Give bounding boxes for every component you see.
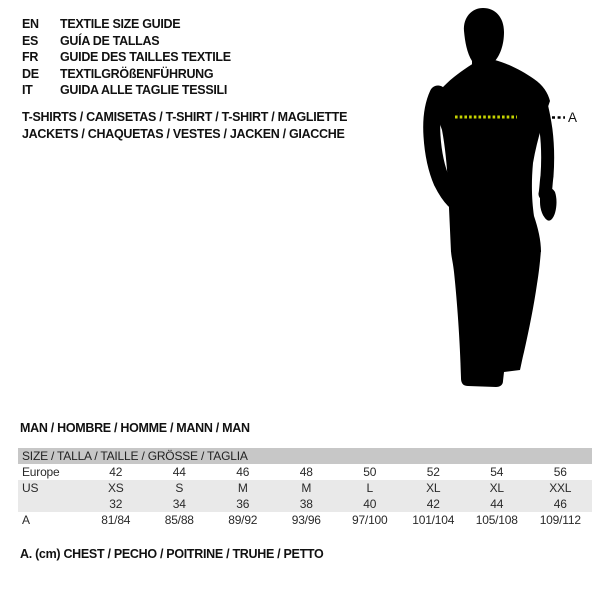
size-cell: 42 — [109, 465, 123, 479]
measurement-a-label: A — [568, 110, 578, 125]
size-cell: 89/92 — [228, 513, 258, 527]
row-label: A — [22, 513, 30, 527]
size-cell: 34 — [172, 497, 186, 511]
table-row — [18, 464, 592, 480]
row-label: Europe — [22, 465, 60, 479]
size-cell: XL — [426, 481, 441, 495]
size-cell: M — [301, 481, 312, 495]
size-cell: 48 — [299, 465, 313, 479]
size-cell: M — [237, 481, 248, 495]
size-cell: 54 — [490, 465, 504, 479]
size-cell: 44 — [490, 497, 504, 511]
size-cell: 56 — [553, 465, 567, 479]
size-cell: 44 — [172, 465, 186, 479]
list-item — [22, 66, 231, 83]
silhouette-right-arm — [538, 95, 548, 194]
language-title: TEXTILE SIZE GUIDE — [60, 17, 181, 31]
size-cell: 32 — [109, 497, 123, 511]
table-row — [18, 496, 592, 512]
size-cell: XS — [107, 481, 124, 495]
row-label — [18, 496, 84, 512]
size-cell: 42 — [426, 497, 440, 511]
language-title: GUÍA DE TALLAS — [60, 33, 160, 48]
language-title: TEXTILGRÖßENFÜHRUNG — [60, 66, 214, 81]
list-item — [22, 33, 231, 50]
size-table — [18, 448, 592, 528]
size-cell: 46 — [553, 497, 567, 511]
list-item — [22, 49, 231, 66]
list-item — [22, 16, 231, 33]
size-cell: 93/96 — [291, 513, 321, 527]
language-title: GUIDE DES TAILLES TEXTILE — [60, 50, 231, 65]
size-cell: 50 — [363, 465, 377, 479]
size-cell: 52 — [426, 465, 440, 479]
row-label: US — [22, 481, 39, 495]
language-title-list — [22, 16, 231, 99]
language-code: IT — [22, 83, 33, 98]
size-table-rows — [18, 464, 592, 528]
size-cell: 38 — [299, 497, 313, 511]
size-cell: S — [175, 481, 184, 495]
size-cell: 81/84 — [101, 513, 131, 527]
language-code: FR — [22, 50, 39, 65]
size-cell: XXL — [549, 481, 572, 495]
size-cell: 105/108 — [475, 513, 518, 527]
category-line: JACKETS / CHAQUETAS / VESTES / JACKEN / GIACCHE — [22, 127, 345, 141]
language-code: ES — [22, 33, 39, 48]
size-cell: XL — [489, 481, 504, 495]
size-cell: 101/104 — [412, 513, 455, 527]
size-cell: 109/112 — [539, 513, 581, 527]
size-cell: 85/88 — [164, 513, 194, 527]
language-title: GUIDA ALLE TAGLIE TESSILI — [60, 83, 228, 98]
section-title-man: MAN / HOMBRE / HOMME / MANN / MAN — [20, 421, 250, 435]
table-row — [18, 480, 592, 496]
size-cell: L — [366, 481, 373, 495]
language-code: EN — [22, 17, 39, 31]
size-cell: 36 — [236, 497, 250, 511]
size-cell: 40 — [363, 497, 377, 511]
language-code: DE — [22, 66, 39, 81]
size-cell: 46 — [236, 465, 250, 479]
category-line: T-SHIRTS / CAMISETAS / T-SHIRT / T-SHIRT / MAGLIETTE — [22, 110, 348, 124]
size-table-header: SIZE / TALLA / TAILLE / GRÖSSE / TAGLIA — [18, 448, 592, 464]
man-silhouette-figure — [400, 0, 580, 400]
list-item — [22, 82, 231, 99]
size-cell: 97/100 — [351, 513, 388, 527]
table-row — [18, 512, 592, 528]
measurement-footnote: A. (cm) CHEST / PECHO / POITRINE / TRUHE / PETTO — [20, 547, 324, 561]
garment-category-list — [22, 109, 347, 143]
